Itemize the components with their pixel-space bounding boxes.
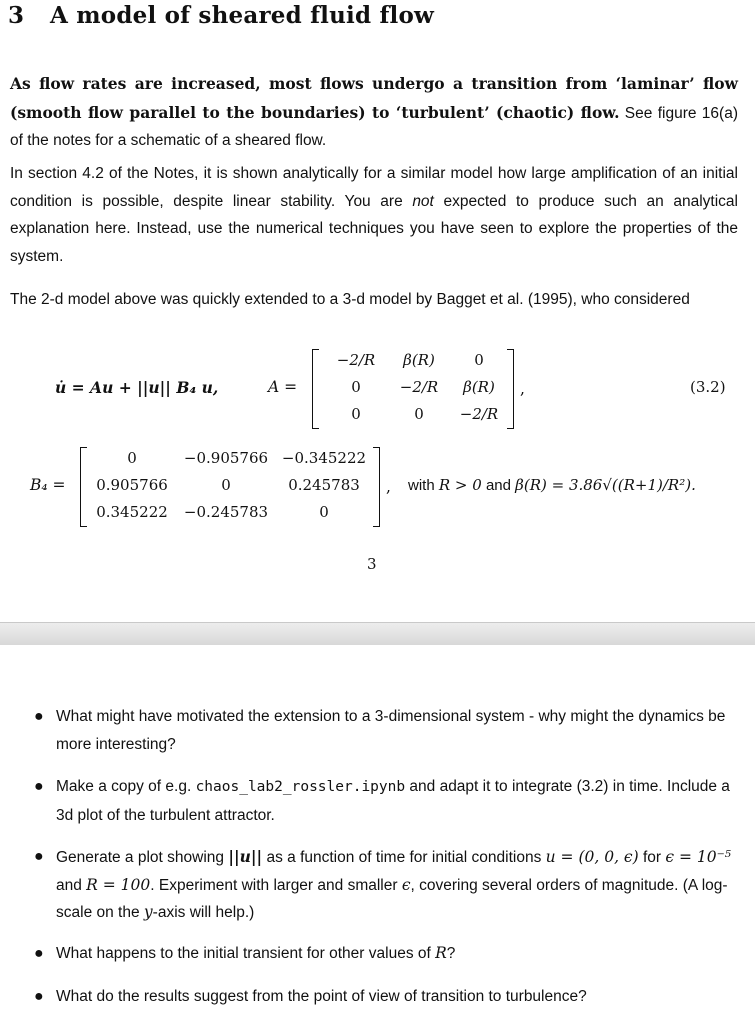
document-page-2 <box>0 645 755 1024</box>
bullet-text: What happens to the initial transient for other values of <box>56 945 436 962</box>
equation-comma: , <box>520 380 525 398</box>
bullet-text: and <box>56 876 87 894</box>
condition-and: and <box>481 477 516 494</box>
paragraph-amplification <box>10 160 738 270</box>
intro-rest-text: See figure 16(a) of the notes for a schematic of a sheared flow. <box>10 104 738 149</box>
bullet-code: chaos_lab2_rossler.ipynb <box>195 779 406 795</box>
bullet-math: u = (0, 0, ϵ) <box>545 848 639 866</box>
matrix-b4-label: B₄ = <box>30 476 66 494</box>
bullet-text: What do the results suggest from the point of view of transition to turbulence? <box>56 988 587 1005</box>
matrix-a-cell: β(R) <box>403 351 435 369</box>
bullet-math: ϵ <box>401 875 411 894</box>
intro-lead-text: As flow rates are increased, most flows undergo a transition from ‘laminar’ flow (smooth flow parallel to the boundaries) to ‘turbulent’ (chaotic) flow. <box>10 74 738 122</box>
matrix-a <box>312 349 514 429</box>
equation-lhs <box>55 378 218 397</box>
matrix-b4-cell: 0 <box>127 449 137 467</box>
list-item <box>34 703 736 758</box>
para2-text-1: In section 4.2 of the Notes, it is shown analytically for a similar model how large amplification of an initial condition is possible, despite linear stability. You are <box>10 165 738 210</box>
bullet-math: ϵ = 10⁻⁵ <box>665 848 731 866</box>
matrix-a-cell: −2/R <box>399 378 439 396</box>
bullet-text: as a function of time for initial conditions <box>262 849 546 866</box>
equation-comma-2: , <box>386 478 391 496</box>
equation-lhs-text: u̇ = Au + ||u|| B₄ u, <box>55 378 219 397</box>
section-number: 3 <box>8 2 25 29</box>
list-item <box>34 773 736 829</box>
bullet-math: R = 100 <box>86 875 151 894</box>
matrix-b4-cell: 0.905766 <box>96 476 168 494</box>
matrix-a-cell: 0 <box>414 405 424 423</box>
matrix-a-cell: 0 <box>474 351 484 369</box>
bullet-text: What might have motivated the extension to a 3-dimensional system - why might the dynamics be more interesting? <box>56 708 726 753</box>
bullet-text: and adapt it to integrate (3.2) in time. Include a 3d plot of the turbulent attractor. <box>56 778 730 824</box>
page-number: 3 <box>367 555 377 573</box>
bullet-icon: ● <box>34 945 44 962</box>
bullet-text: Make a copy of e.g. <box>56 778 196 795</box>
matrix-a-cell: −2/R <box>336 351 376 369</box>
matrix-b4 <box>80 447 380 527</box>
para2-emphasis: not <box>412 192 434 210</box>
intro-paragraph <box>10 70 738 155</box>
bullet-text: ? <box>446 945 456 962</box>
bullet-math: y <box>143 903 153 921</box>
matrix-b4-cell: 0.245783 <box>288 476 360 494</box>
condition-beta: β(R) = 3.86√((R+1)/R²). <box>515 476 696 494</box>
section-heading <box>8 2 434 29</box>
list-item <box>34 940 736 968</box>
para3-text: The 2-d model above was quickly extended to a 3-d model by Bagget et al. (1995), who considered <box>10 291 690 308</box>
matrix-b4-cell: 0.345222 <box>96 503 168 521</box>
matrix-a-cell: −2/R <box>459 405 499 423</box>
equation-number: (3.2) <box>690 378 726 396</box>
bullet-text: . Experiment with larger and smaller <box>150 876 402 894</box>
list-item <box>34 843 736 927</box>
bullet-text: for <box>638 849 666 866</box>
matrix-a-cell: 0 <box>351 378 361 396</box>
bullet-icon: ● <box>34 848 44 865</box>
matrix-b4-cell: 0 <box>319 503 329 521</box>
equation-condition <box>408 476 696 494</box>
bullet-math: ||u|| <box>228 847 263 866</box>
bullet-text: , covering several orders of magnitude. (A log-scale on the <box>56 876 728 921</box>
para2-text-2: expected to produce such an analytical explanation here. Instead, use the numerical techniques you have seen to explore the properties of the system. <box>10 192 738 265</box>
matrix-a-label: A = <box>268 378 298 396</box>
matrix-b4-cell: −0.905766 <box>183 449 269 467</box>
matrix-a-cell: β(R) <box>463 378 495 396</box>
matrix-b4-cell: −0.345222 <box>281 449 367 467</box>
bullet-text: Generate a plot showing <box>56 849 229 866</box>
bullet-math: R <box>435 944 447 962</box>
bullet-icon: ● <box>34 988 44 1005</box>
bullet-text: -axis will help.) <box>152 904 255 921</box>
paragraph-3d-model <box>10 286 738 314</box>
section-title: A model of sheared fluid flow <box>50 2 435 29</box>
matrix-b4-cell: −0.245783 <box>183 503 269 521</box>
condition-text: with <box>408 477 439 494</box>
bullet-icon: ● <box>34 708 44 725</box>
matrix-a-cell: 0 <box>351 405 361 423</box>
list-item <box>34 983 736 1011</box>
bullet-icon: ● <box>34 778 44 795</box>
condition-math: R > 0 <box>438 476 482 494</box>
page-divider <box>0 622 755 646</box>
matrix-b4-cell: 0 <box>221 476 231 494</box>
